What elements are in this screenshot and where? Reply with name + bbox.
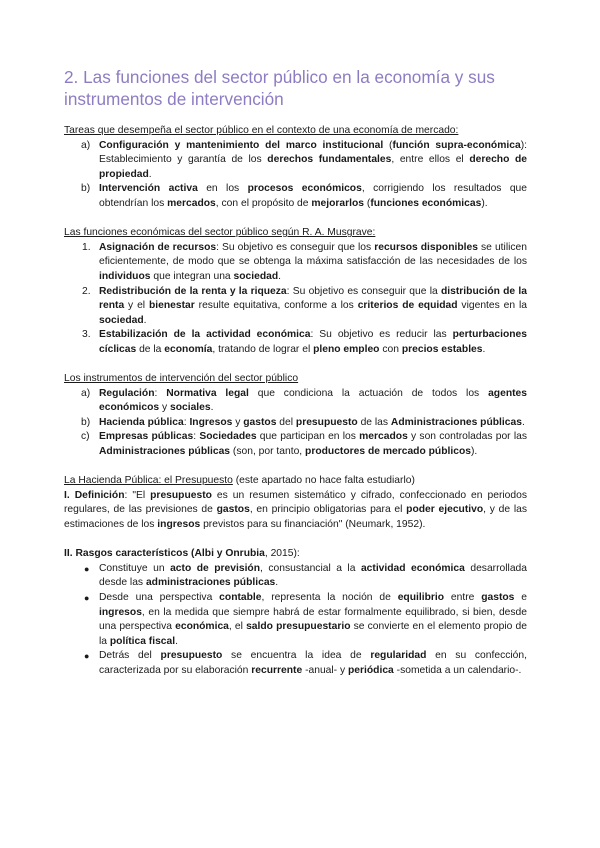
bullet-icon: ● bbox=[84, 563, 90, 574]
list-marker: a) bbox=[81, 139, 91, 151]
section-heading-instrumentos: Los instrumentos de intervención del sector público bbox=[64, 373, 299, 385]
list-marker: 3. bbox=[82, 329, 91, 341]
list-item: b) Hacienda pública: Ingresos y gastos del presupuesto de las Administraciones públicas. bbox=[64, 416, 527, 431]
list-marker: b) bbox=[81, 416, 91, 428]
section-heading-musgrave: Las funciones económicas del sector público según R. A. Musgrave: bbox=[64, 227, 376, 239]
list-marker: 1. bbox=[82, 241, 91, 253]
list-marker: 2. bbox=[82, 285, 91, 297]
bullet-icon: ● bbox=[84, 651, 90, 662]
instrumentos-list bbox=[64, 387, 527, 460]
rasgos-list bbox=[64, 562, 527, 679]
list-marker: a) bbox=[81, 387, 91, 399]
section-heading-tareas: Tareas que desempeña el sector público en el contexto de una economía de mercado: bbox=[64, 125, 459, 136]
definicion-paragraph: I. Definición: "El presupuesto es un resumen sistemático y cifrado, confeccionado en periodos regulares, de las previsiones de gastos, en principio obligatorias para el poder ejecutivo, y de las estimaciones de los ingresos previstos para su financiación" (Neumark, 1952). bbox=[64, 489, 527, 531]
list-item: b) Intervención activa en los procesos económicos, corrigiendo los resultados que obtendrían los mercados, con el propósito de mejorarlos (funciones económicas). bbox=[81, 183, 528, 209]
rasgos-heading: II. Rasgos característicos (Albi y Onrubia, 2015): bbox=[64, 548, 300, 560]
list-item: c) Empresas públicas: Sociedades que participan en los mercados y son controladas por las Administraciones públicas (son, por tanto, productores de mercado públicos). bbox=[81, 431, 527, 458]
document-page bbox=[64, 66, 527, 679]
list-item: 2. Redistribución de la renta y la riqueza: Su objetivo es conseguir que la distribución de la renta y el bienestar resulte equitativa, conforme a los criterios de equidad vigentes en la sociedad. bbox=[82, 285, 528, 326]
list-item: 3. Estabilización de la actividad económica: Su objetivo es reducir las perturbaciones cíclicas de la economía, tratando de lograr el pleno empleo con precios estables. bbox=[82, 329, 528, 355]
musgrave-list bbox=[64, 241, 527, 358]
tareas-list bbox=[64, 139, 527, 212]
section-heading-hacienda: La Hacienda Pública: el Presupuesto (este apartado no hace falta estudiarlo) bbox=[64, 475, 415, 487]
list-item: ● Detrás del presupuesto se encuentra la idea de regularidad en su confección, caracterizada por su elaboración recurrente -anual- y periódica -sometida a un calendario-. bbox=[84, 650, 527, 676]
list-marker: c) bbox=[81, 431, 90, 443]
section-note: (este apartado no hace falta estudiarlo) bbox=[232, 475, 415, 487]
list-item: 1. Asignación de recursos: Su objetivo es conseguir que los recursos disponibles se utilicen eficientemente, de modo que se obtenga la máxima satisfacción de las necesidades de los individuos que integran una sociedad. bbox=[82, 241, 527, 282]
bullet-icon: ● bbox=[84, 593, 90, 603]
list-item: a) Configuración y mantenimiento del marco institucional (función supra-económica): Establecimiento y garantía de los derechos fundamentales, entre ellos el derecho de propiedad. bbox=[81, 139, 528, 180]
list-marker: b) bbox=[81, 183, 91, 195]
list-item: a) Regulación: Normativa legal que condiciona la actuación de todos los agentes económicos y sociales. bbox=[81, 387, 527, 414]
page-title: 2. Las funciones del sector público en la economía y sus instrumentos de intervención bbox=[64, 67, 495, 109]
list-item: ● Constituye un acto de previsión, consustancial a la actividad económica desarrollada desde las administraciones públicas. bbox=[84, 562, 528, 589]
list-item: ● Desde una perspectiva contable, representa la noción de equilibrio entre gastos e ingresos, en la medida que siempre habrá de estar formalmente equilibrado, si bien, desde una perspectiva económica, el saldo presupuestario se convierte en el elemento propio de la política fiscal. bbox=[84, 592, 528, 647]
